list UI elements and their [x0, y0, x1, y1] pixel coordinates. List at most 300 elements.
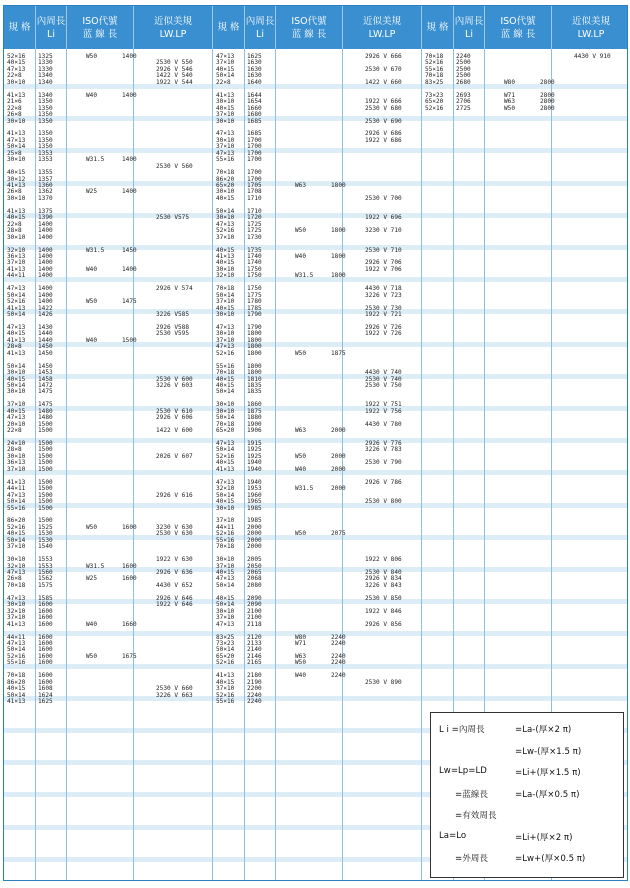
header-label: 蓝 線 長: [500, 28, 536, 40]
iso-length-cell: 1660: [122, 620, 137, 628]
us-equivalent-cell: 2530 V 670: [365, 65, 402, 73]
inner-length-cell: 2000: [247, 536, 262, 544]
inner-length-cell: 1530: [38, 530, 53, 538]
formula-term: Lw=Lp=LD: [439, 766, 487, 776]
inner-length-cell: 1915: [247, 440, 262, 447]
spec-cell: 55×16: [216, 536, 235, 544]
iso-code-cell: W40: [86, 265, 98, 273]
spec-cell: 32×10: [216, 485, 235, 493]
spec-cell: 41×13: [7, 207, 26, 215]
inner-length-cell: 1600: [38, 607, 53, 615]
inner-length-cell: 1350: [38, 143, 53, 151]
us-equivalent-cell: 1922 V 706: [365, 265, 402, 273]
spec-cell: 30×10: [216, 556, 235, 564]
inner-length-cell: 1775: [247, 291, 262, 299]
iso-length-cell: 1450: [122, 246, 137, 254]
table-row: [4, 311, 213, 319]
inner-length-cell: 1608: [38, 685, 53, 693]
iso-length-cell: 2800: [540, 98, 555, 106]
iso-code-cell: W31.5: [86, 562, 105, 570]
spec-cell: 37×10: [216, 111, 235, 119]
spec-cell: 73×23: [216, 639, 235, 647]
table-row: [4, 388, 213, 396]
inner-length-cell: 1710: [247, 207, 262, 215]
spec-cell: 47×13: [7, 136, 26, 144]
us-equivalent-cell: 4430 V 718: [365, 285, 402, 293]
us-equivalent-cell: 2530 V 790: [365, 459, 402, 467]
inner-length-cell: 1350: [38, 111, 53, 119]
spec-cell: 30×10: [216, 504, 235, 512]
spec-cell: 37×10: [7, 543, 26, 551]
inner-length-cell: 1800: [247, 349, 262, 357]
us-equivalent-cell: 1922 V 646: [156, 601, 193, 609]
inner-length-cell: 1350: [38, 117, 53, 125]
iso-code-cell: W25: [86, 188, 98, 196]
iso-code-cell: W40: [86, 91, 98, 99]
inner-length-cell: 1624: [38, 691, 53, 699]
formula-box: [430, 712, 624, 878]
table-row: [213, 505, 422, 513]
iso-length-cell: 1400: [122, 188, 137, 196]
inner-length-cell: 1740: [247, 252, 262, 260]
us-equivalent-cell: 4430 V 652: [156, 581, 193, 589]
iso-code-cell: W50: [295, 659, 307, 667]
us-equivalent-cell: 2926 V588: [156, 323, 190, 331]
us-equivalent-cell: 2530 V 690: [365, 117, 402, 125]
iso-code-cell: W50: [86, 523, 98, 531]
spec-cell: 30×10: [7, 156, 26, 164]
table-row: [213, 118, 422, 126]
spec-cell: 26×8: [7, 111, 22, 119]
spec-cell: 50×14: [7, 291, 26, 299]
iso-code-cell: W31.5: [295, 272, 314, 280]
inner-length-cell: 1940: [247, 459, 262, 467]
spec-cell: 40×15: [216, 375, 235, 383]
inner-length-cell: 1585: [38, 594, 53, 602]
iso-code-cell: W50: [86, 298, 98, 306]
us-equivalent-cell: 2926 V 546: [156, 65, 193, 73]
inner-length-cell: 1600: [38, 659, 53, 667]
header-cell: [343, 6, 422, 49]
iso-code-cell: W50: [295, 530, 307, 538]
spec-cell: 65×20: [216, 427, 235, 435]
inner-length-cell: 1480: [38, 414, 53, 422]
spec-cell: 30×10: [7, 601, 26, 609]
inner-length-cell: 1422: [38, 304, 53, 312]
inner-length-cell: 1575: [38, 581, 53, 589]
table-row: [213, 466, 422, 474]
spec-cell: 41×13: [7, 91, 26, 99]
us-equivalent-cell: 2926 V 686: [365, 130, 402, 138]
iso-length-cell: 2800: [540, 104, 555, 112]
inner-length-cell: 1660: [247, 104, 262, 112]
iso-length-cell: 1675: [122, 652, 137, 660]
spec-cell: 37×10: [216, 298, 235, 306]
iso-length-cell: 2000: [331, 485, 346, 493]
spec-cell: 40×15: [216, 594, 235, 602]
inner-length-cell: 1500: [38, 459, 53, 467]
table-row: [4, 698, 213, 706]
inner-length-cell: 1730: [247, 233, 262, 241]
iso-length-cell: 2240: [331, 652, 346, 660]
inner-length-cell: 1458: [38, 375, 53, 383]
inner-length-cell: 1654: [247, 98, 262, 106]
iso-length-cell: 2075: [331, 530, 346, 538]
iso-code-cell: W50: [86, 652, 98, 660]
iso-code-cell: W71: [295, 639, 307, 647]
inner-length-cell: 1440: [38, 330, 53, 338]
inner-length-cell: 1685: [247, 117, 262, 125]
header-label: Li: [465, 28, 473, 40]
us-equivalent-cell: 2530 V 750: [365, 381, 402, 389]
spec-cell: 30×10: [216, 311, 235, 318]
inner-length-cell: 1800: [247, 343, 262, 351]
inner-length-cell: 1600: [38, 678, 53, 686]
header-label: 規 格: [217, 22, 240, 33]
inner-length-cell: 1600: [38, 646, 53, 654]
inner-length-cell: 1357: [38, 175, 53, 183]
inner-length-cell: 1960: [247, 491, 262, 499]
header-label: 近似美規: [153, 15, 192, 27]
spec-cell: 22×8: [7, 220, 22, 228]
spec-cell: 22×8: [216, 78, 231, 86]
us-equivalent-cell: 2026 V 607: [156, 452, 193, 460]
spec-cell: 50×14: [216, 491, 235, 499]
spec-cell: 30×10: [216, 98, 235, 106]
spec-cell: 70×18: [7, 581, 26, 589]
us-equivalent-cell: 1422 V 600: [156, 427, 193, 435]
spec-cell: 26×8: [7, 188, 22, 196]
spec-cell: 40×15: [7, 59, 26, 67]
spec-cell: 47×13: [7, 65, 26, 73]
table-row: [213, 311, 422, 319]
inner-length-cell: 1985: [247, 504, 262, 512]
spec-cell: 37×10: [7, 614, 26, 622]
table-row: [213, 621, 422, 629]
inner-length-cell: 1720: [247, 214, 262, 222]
spec-cell: 40×15: [7, 214, 26, 222]
spec-cell: 52×16: [425, 104, 444, 112]
header-label: Li: [47, 28, 55, 40]
header-label: 蓝 線 長: [82, 28, 118, 40]
us-equivalent-cell: 2530 V 890: [365, 678, 402, 686]
spec-cell: 50×14: [216, 414, 235, 422]
spec-cell: 40×15: [216, 678, 235, 686]
spec-cell: 28×8: [7, 227, 22, 235]
spec-cell: 70×18: [216, 369, 235, 377]
inner-length-cell: 1700: [247, 175, 262, 183]
spec-cell: 86×20: [7, 678, 26, 686]
us-equivalent-cell: 2530 V575: [156, 214, 190, 222]
spec-cell: 86×20: [216, 175, 235, 183]
inner-length-cell: 1600: [38, 652, 53, 660]
spec-cell: 55×16: [216, 156, 235, 164]
spec-cell: 30×10: [216, 214, 235, 222]
us-equivalent-cell: 2530 V 730: [365, 304, 402, 312]
iso-length-cell: 1800: [331, 227, 346, 235]
spec-cell: 30×10: [7, 194, 26, 202]
inner-length-cell: 1450: [38, 349, 53, 357]
inner-length-cell: 1350: [38, 104, 53, 112]
header-cell: [134, 6, 213, 49]
us-equivalent-cell: 2530 V 630: [156, 530, 193, 538]
spec-cell: 30×10: [216, 407, 235, 415]
spec-cell: 37×10: [7, 465, 26, 473]
header-cell: [552, 6, 628, 49]
spec-cell: 52×16: [216, 227, 235, 235]
spec-cell: 41×13: [7, 478, 26, 486]
inner-length-cell: 1900: [247, 420, 262, 428]
inner-length-cell: 1353: [38, 156, 53, 164]
spec-cell: 41×13: [7, 304, 26, 312]
inner-length-cell: 1835: [247, 388, 262, 396]
spec-cell: 55×16: [425, 65, 444, 73]
us-equivalent-cell: 3226 V 783: [365, 446, 402, 454]
inner-length-cell: 1810: [247, 375, 262, 383]
spec-cell: 52×16: [216, 691, 235, 699]
inner-length-cell: 1705: [247, 182, 262, 189]
spec-cell: 47×13: [216, 620, 235, 628]
iso-code-cell: W63: [504, 98, 516, 106]
spec-cell: 37×10: [216, 517, 235, 525]
spec-cell: 40×15: [7, 375, 26, 383]
inner-length-cell: 1400: [38, 259, 53, 267]
inner-length-cell: 1750: [247, 285, 262, 293]
spec-cell: 50×14: [7, 536, 26, 544]
spec-cell: 50×14: [216, 581, 235, 589]
spec-cell: 47×13: [7, 285, 26, 293]
spec-cell: 40×15: [216, 498, 235, 506]
us-equivalent-cell: 3226 V585: [156, 311, 190, 318]
spec-cell: 28×8: [7, 343, 22, 351]
inner-length-cell: 1600: [38, 672, 53, 680]
header-cell: [36, 6, 67, 49]
spec-cell: 37×10: [216, 233, 235, 241]
table-row: [4, 505, 213, 513]
us-equivalent-cell: 4430 V 740: [365, 369, 402, 377]
spec-cell: 30×10: [216, 330, 235, 338]
header-label: ISO代號: [291, 15, 327, 27]
inner-length-cell: 1430: [38, 323, 53, 331]
inner-length-cell: 1500: [38, 517, 53, 525]
inner-length-cell: 2500: [456, 65, 471, 73]
inner-length-cell: 1400: [38, 246, 53, 254]
inner-length-cell: 1525: [38, 523, 53, 531]
spec-cell: 47×13: [216, 478, 235, 486]
us-equivalent-cell: 4430 V 780: [365, 420, 402, 428]
spec-cell: 30×10: [216, 607, 235, 615]
table-row: [213, 388, 422, 396]
inner-length-cell: 2146: [247, 652, 262, 660]
spec-cell: 70×18: [425, 53, 444, 60]
iso-length-cell: 2000: [331, 452, 346, 460]
inner-length-cell: 2100: [247, 607, 262, 615]
inner-length-cell: 2706: [456, 98, 471, 106]
iso-code-cell: W31.5: [86, 156, 105, 164]
inner-length-cell: 1708: [247, 188, 262, 196]
spec-cell: 50×14: [216, 388, 235, 396]
inner-length-cell: 2100: [247, 614, 262, 622]
inner-length-cell: 1480: [38, 407, 53, 415]
inner-length-cell: 1453: [38, 369, 53, 377]
iso-code-cell: W63: [295, 427, 307, 435]
inner-length-cell: 2725: [456, 104, 471, 112]
inner-length-cell: 1530: [38, 536, 53, 544]
inner-length-cell: 1600: [38, 639, 53, 647]
inner-length-cell: 1700: [247, 136, 262, 144]
inner-length-cell: 1925: [247, 446, 262, 454]
inner-length-cell: 2140: [247, 646, 262, 654]
spec-cell: 41×13: [7, 620, 26, 628]
inner-length-cell: 1340: [38, 91, 53, 99]
table-row: [4, 466, 213, 474]
spec-cell: 55×16: [216, 698, 235, 705]
formula-expression: =Li+(厚×2 π): [515, 832, 573, 843]
spec-cell: 41×13: [7, 698, 26, 705]
us-equivalent-cell: 1922 V 751: [365, 401, 402, 409]
spec-cell: 40×15: [216, 459, 235, 467]
us-equivalent-cell: 2926 V 646: [156, 594, 193, 602]
inner-length-cell: 1360: [38, 182, 53, 189]
spec-cell: 30×10: [216, 136, 235, 144]
us-equivalent-cell: 1922 V 666: [365, 98, 402, 106]
iso-length-cell: 2240: [331, 659, 346, 667]
header-label: ISO代號: [500, 15, 536, 27]
us-equivalent-cell: 1922 V 756: [365, 407, 402, 415]
spec-cell: 47×13: [7, 323, 26, 331]
inner-length-cell: 1685: [247, 130, 262, 138]
spec-cell: 47×13: [216, 323, 235, 331]
inner-length-cell: 2500: [456, 72, 471, 80]
inner-length-cell: 2133: [247, 639, 262, 647]
inner-length-cell: 1725: [247, 227, 262, 235]
inner-length-cell: 2000: [247, 530, 262, 538]
spec-cell: 22×8: [7, 427, 22, 435]
spec-cell: 32×10: [7, 562, 26, 570]
header-label: 規 格: [8, 22, 31, 33]
iso-code-cell: W63: [295, 182, 307, 189]
inner-length-cell: 1325: [38, 53, 53, 60]
spec-cell: 30×10: [216, 265, 235, 273]
iso-code-cell: W71: [504, 91, 516, 99]
spec-cell: 30×10: [7, 556, 26, 564]
inner-length-cell: 1340: [38, 78, 53, 86]
spec-cell: 30×10: [216, 401, 235, 409]
inner-length-cell: 1860: [247, 401, 262, 409]
spec-cell: 21×6: [7, 98, 22, 106]
inner-length-cell: 2120: [247, 633, 262, 641]
inner-length-cell: 1725: [247, 220, 262, 228]
spec-cell: 55×16: [7, 659, 26, 667]
us-equivalent-cell: 2926 V 574: [156, 285, 193, 293]
inner-length-cell: 1500: [38, 452, 53, 460]
inner-length-cell: 2005: [247, 556, 262, 564]
iso-code-cell: W25: [86, 575, 98, 583]
spec-cell: 41×13: [7, 182, 26, 189]
iso-length-cell: 2240: [331, 672, 346, 680]
us-equivalent-cell: 1422 V 540: [156, 72, 193, 80]
spec-cell: 30×10: [7, 369, 26, 377]
spec-cell: 70×18: [7, 672, 26, 680]
spec-cell: 83×25: [216, 633, 235, 641]
header-cell: [485, 6, 552, 49]
formula-expression: =Li+(厚×1.5 π): [515, 768, 581, 778]
us-equivalent-cell: 2926 V 666: [365, 53, 402, 60]
header-label: LW.LP: [368, 28, 396, 40]
inner-length-cell: 1800: [247, 336, 262, 344]
iso-code-cell: W50: [295, 349, 307, 357]
header-label: ISO代號: [82, 15, 118, 27]
spec-cell: 24×10: [7, 440, 26, 447]
spec-cell: 47×13: [216, 343, 235, 351]
us-equivalent-cell: 2530 V595: [156, 330, 190, 338]
inner-length-cell: 1400: [38, 291, 53, 299]
iso-length-cell: 2240: [331, 639, 346, 647]
inner-length-cell: 1475: [38, 388, 53, 396]
iso-code-cell: W31.5: [86, 246, 105, 254]
inner-length-cell: 1953: [247, 485, 262, 493]
iso-length-cell: 1600: [122, 575, 137, 583]
header-label: 近似美規: [571, 15, 610, 27]
inner-length-cell: 1330: [38, 59, 53, 67]
spec-cell: 44×11: [7, 633, 26, 641]
spec-cell: 55×16: [7, 504, 26, 512]
table-row: [213, 195, 422, 203]
inner-length-cell: 1350: [38, 136, 53, 144]
inner-length-cell: 1940: [247, 478, 262, 486]
spec-cell: 40×15: [216, 246, 235, 254]
spec-cell: 50×14: [7, 311, 26, 318]
spec-cell: 65×20: [425, 98, 444, 106]
inner-length-cell: 1800: [247, 369, 262, 377]
us-equivalent-cell: 1922 V 721: [365, 311, 402, 318]
spec-cell: 32×10: [7, 246, 26, 254]
inner-length-cell: 1553: [38, 556, 53, 564]
inner-length-cell: 1835: [247, 381, 262, 389]
inner-length-cell: 1500: [38, 420, 53, 428]
iso-code-cell: W40: [86, 336, 98, 344]
us-equivalent-cell: 1922 V 686: [365, 136, 402, 144]
inner-length-cell: 2240: [247, 691, 262, 699]
inner-length-cell: 1600: [38, 601, 53, 609]
header-cell: [454, 6, 485, 49]
iso-length-cell: 1800: [331, 272, 346, 280]
header-label: 內周長: [245, 15, 275, 27]
inner-length-cell: 1800: [247, 362, 262, 370]
spec-cell: 70×18: [216, 420, 235, 428]
spec-cell: 37×10: [7, 401, 26, 409]
spec-cell: 40×15: [7, 685, 26, 693]
inner-length-cell: 2180: [247, 672, 262, 680]
spec-cell: 37×10: [216, 336, 235, 344]
spec-cell: 47×13: [216, 220, 235, 228]
inner-length-cell: 1400: [38, 285, 53, 293]
inner-length-cell: 2200: [247, 685, 262, 693]
spec-cell: 50×14: [7, 362, 26, 370]
iso-length-cell: 1400: [122, 156, 137, 164]
spec-cell: 50×14: [7, 143, 26, 151]
spec-cell: 30×10: [7, 233, 26, 241]
inner-length-cell: 1500: [38, 478, 53, 486]
iso-code-cell: W50: [295, 452, 307, 460]
us-equivalent-cell: 2926 V 834: [365, 575, 402, 583]
spec-cell: 41×13: [7, 336, 26, 344]
spec-cell: 52×16: [216, 452, 235, 460]
inner-length-cell: 1500: [38, 498, 53, 506]
spec-cell: 36×13: [7, 459, 26, 467]
inner-length-cell: 2680: [456, 78, 471, 86]
table-row: [422, 105, 628, 113]
